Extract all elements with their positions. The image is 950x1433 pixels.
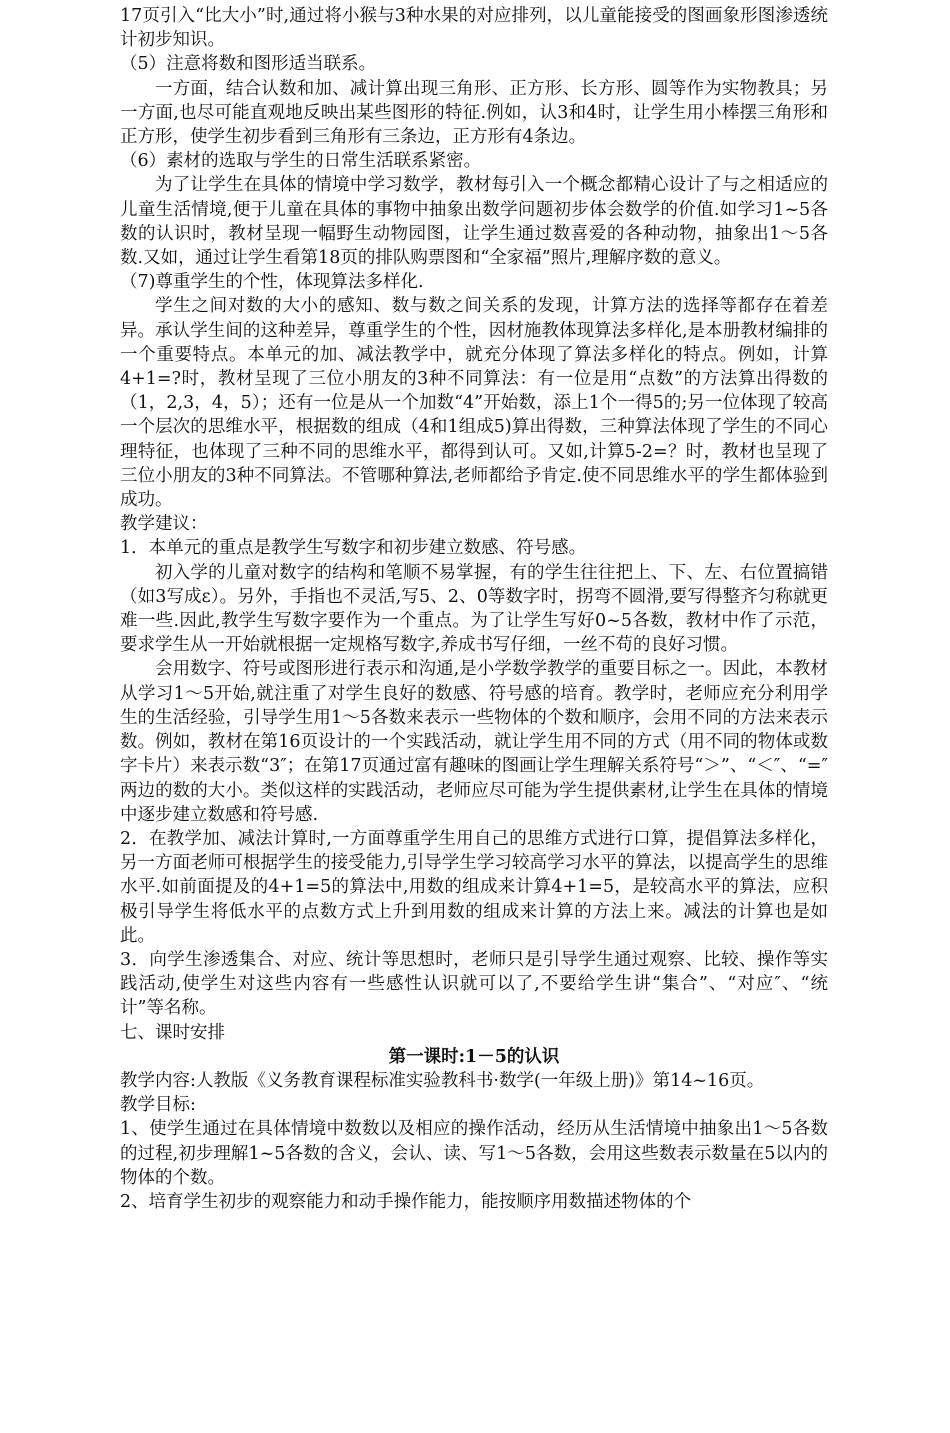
suggestion-1: 1．本单元的重点是教学生写数字和初步建立数感、符号感。	[120, 538, 587, 559]
subheading-numbers-and-shapes: （5）注意将数和图形适当联系。	[120, 54, 377, 75]
paragraph-shapes: 一方面，结合认数和加、减计算出现三角形、正方形、长方形、圆等作为实物教具；另一方面,也尽可能直观地反映出某些图形的特征.例如，认3和4时，让学生用小棒摆三角形和正方形，使学生初步看到三角形有三条边，正方形有4条边。	[120, 78, 828, 148]
goal-2: 2、培育学生初步的观察能力和动手操作能力，能按顺序用数描述物体的个	[120, 1191, 692, 1212]
document-page	[120, 0, 828, 1214]
lesson-title: 第一课时:1－5的认识	[388, 1046, 560, 1067]
suggestion-3: 3．向学生渗透集合、对应、统计等思想时，老师只是引导学生通过观察、比较、操作等实践活动,使学生对这些内容有一些感性认识就可以了,不要给学生讲“集合”、“对应″、“统计”等名称。	[120, 949, 828, 1019]
suggestion-2: 2．在教学加、减法计算时,一方面尊重学生用自己的思维方式进行口算，提倡算法多样化，另一方面老师可根据学生的接受能力,引导学生学习较高学习水平的算法，以提高学生的思维水平.如前面提及的4+1=5的算法中,用数的组成来计算4+1=5，是较高水平的算法，应积极引导学生将低水平的点数方式上升到用数的组成来计算的方法上来。减法的计算也是如此。	[120, 828, 828, 946]
subheading-daily-life: （6）素材的选取与学生的日常生活联系紧密。	[120, 151, 482, 172]
subheading-algorithm-diversity: （7)尊重学生的个性，体现算法多样化.	[120, 272, 424, 293]
goal-1: 1、使学生通过在具体情境中数数以及相应的操作活动，经历从生活情境中抽象出1～5各数的过程,初步理解1~5各数的含义，会认、读、写1～5各数，会用这些数表示数量在5以内的物体的个数。	[120, 1119, 828, 1188]
label-teaching-goals: 教学目标:	[120, 1095, 196, 1116]
section-schedule: 七、课时安排	[120, 1022, 225, 1043]
paragraph-life-situations: 为了让学生在具体的情境中学习数学，教材每引入一个概念都精心设计了与之相适应的儿童生活情境,便于儿童在具体的事物中抽象出数学问题初步体会数学的价值.如学习1~5各数的认识时，教材呈现一幅野生动物园图，让学生通过数喜爱的各种动物，抽象出1～5各数.又如，通过让学生看第18页的排队购票图和“全家福”照片,理解序数的意义。	[120, 175, 828, 269]
paragraph-writing-digits: 初入学的儿童对数字的结构和笔顺不易掌握，有的学生往往把上、下、左、右位置搞错（如3写成ε）。另外，手指也不灵活,写5、2、0等数字时，拐弯不圆滑,要写得整齐匀称就更难一些.因此,教学生写数字要作为一个重点。为了让学生写好0~5各数，教材中作了示范，要求学生从一开始就根据一定规格写数字,养成书写仔细，一丝不苟的良好习惯。	[120, 562, 828, 656]
teaching-content: 教学内容:人教版《义务教育课程标准实验教科书·数学(一年级上册)》第14~16页。	[120, 1070, 765, 1091]
paragraph-statistics-intro: 17页引入“比大小”时,通过将小猴与3种水果的对应排列，以儿童能接受的图画象形图渗透统计初步知识。	[120, 6, 828, 51]
paragraph-number-sense: 会用数字、符号或图形进行表示和沟通,是小学数学教学的重要目标之一。因此，本教材从学习1～5开始,就注重了对学生良好的数感、符号感的培育。教学时，老师应充分利用学生的生活经验，引导学生用1～5各数来表示一些物体的个数和顺序，会用不同的方法来表示数。例如，教材在第16页设计的一个实践活动，就让学生用不同的方式（用不同的物体或数字卡片）来表示数“3″；在第17页通过富有趣味的图画让学生理解关系符号“＞”、“＜″、“=″两边的数的大小。类似这样的实践活动，老师应尽可能为学生提供素材,让学生在具体的情境中逐步建立数感和符号感.	[120, 659, 828, 825]
label-teaching-suggestions: 教学建议：	[120, 514, 208, 535]
paragraph-algorithm-diversity: 学生之间对数的大小的感知、数与数之间关系的发现，计算方法的选择等都存在着差异。承认学生间的这种差异，尊重学生的个性，因材施教体现算法多样化,是本册教材编排的一个重要特点。本单元的加、减法教学中，就充分体现了算法多样化的特点。例如，计算4+1=?时，教材呈现了三位小朋友的3种不同算法：有一位是用“点数”的方法算出得数的（1，2,3，4，5）；还有一位是从一个加数“4”开始数，添上1个一得5的;另一位体现了较高一个层次的思维水平，根据数的组成（4和1组成5)算出得数，三种算法体现了学生的不同心理特征，也体现了三种不同的思维水平，都得到认可。又如,计算5-2=？时，教材也呈现了三位小朋友的3种不同算法。不管哪种算法,老师都给予肯定.使不同思维水平的学生都体验到成功。	[120, 296, 828, 511]
